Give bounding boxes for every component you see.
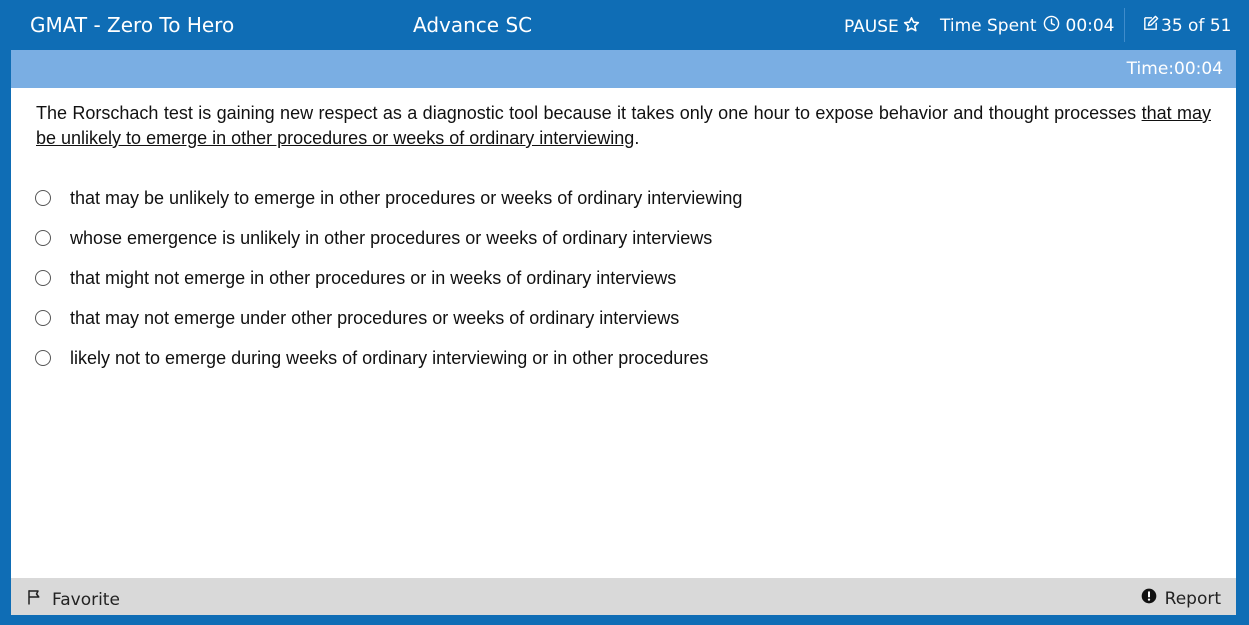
answer-option-b[interactable]: [35, 218, 742, 258]
answer-option-c[interactable]: [35, 258, 742, 298]
answer-option-a[interactable]: [35, 178, 742, 218]
pause-label: PAUSE: [844, 17, 899, 37]
report-button[interactable]: [1141, 588, 1221, 609]
answer-option-e[interactable]: [35, 338, 742, 378]
timer-bar: [11, 50, 1236, 88]
question-prefix: The Rorschach test is gaining new respect as a diagnostic tool because it takes only one hour to expose behavior and thought processes: [36, 103, 1142, 123]
radio-button[interactable]: [35, 310, 51, 326]
time-spent-label: Time Spent: [940, 16, 1037, 36]
radio-button[interactable]: [35, 230, 51, 246]
question-stem: [36, 101, 1211, 151]
star-icon: [903, 16, 920, 38]
flag-icon: [26, 588, 44, 611]
favorite-label: Favorite: [52, 589, 120, 610]
question-underlined-part: that may be unlikely to emerge in other procedures or weeks of ordinary interviewing: [36, 103, 1211, 148]
favorite-button[interactable]: [26, 588, 120, 611]
radio-button[interactable]: [35, 350, 51, 366]
bottom-strip: [0, 615, 1249, 625]
question-suffix: .: [634, 128, 640, 148]
radio-button[interactable]: [35, 270, 51, 286]
edit-icon: [1142, 15, 1159, 37]
answer-option-text: that might not emerge in other procedures or in weeks of ordinary interviews: [70, 267, 677, 288]
header-divider: [1124, 8, 1125, 42]
answer-option-text: whose emergence is unlikely in other procedures or weeks of ordinary interviews: [70, 227, 713, 248]
radio-button[interactable]: [35, 190, 51, 206]
answer-options: [35, 178, 742, 378]
report-label: Report: [1164, 588, 1221, 609]
progress-text: 35 of 51: [1161, 16, 1232, 36]
question-timer: Time:00:04: [1126, 59, 1223, 79]
question-progress: [1142, 15, 1231, 37]
answer-option-d[interactable]: [35, 298, 742, 338]
time-spent: [940, 15, 1115, 37]
answer-option-text: likely not to emerge during weeks of ordinary interviewing or in other procedures: [70, 347, 709, 368]
section-title: Advance SC: [413, 13, 533, 37]
footer-bar: [11, 578, 1236, 615]
pause-button[interactable]: [844, 16, 920, 38]
answer-option-text: that may be unlikely to emerge in other procedures or weeks of ordinary interviewing: [70, 187, 743, 208]
question-panel: [11, 50, 1236, 615]
answer-option-text: that may not emerge under other procedures or weeks of ordinary interviews: [70, 307, 680, 328]
app-title: GMAT - Zero To Hero: [30, 13, 235, 37]
top-bar: [0, 0, 1249, 50]
time-spent-value: 00:04: [1065, 16, 1115, 36]
exclamation-circle-icon: [1141, 588, 1157, 609]
clock-icon: [1043, 15, 1060, 37]
